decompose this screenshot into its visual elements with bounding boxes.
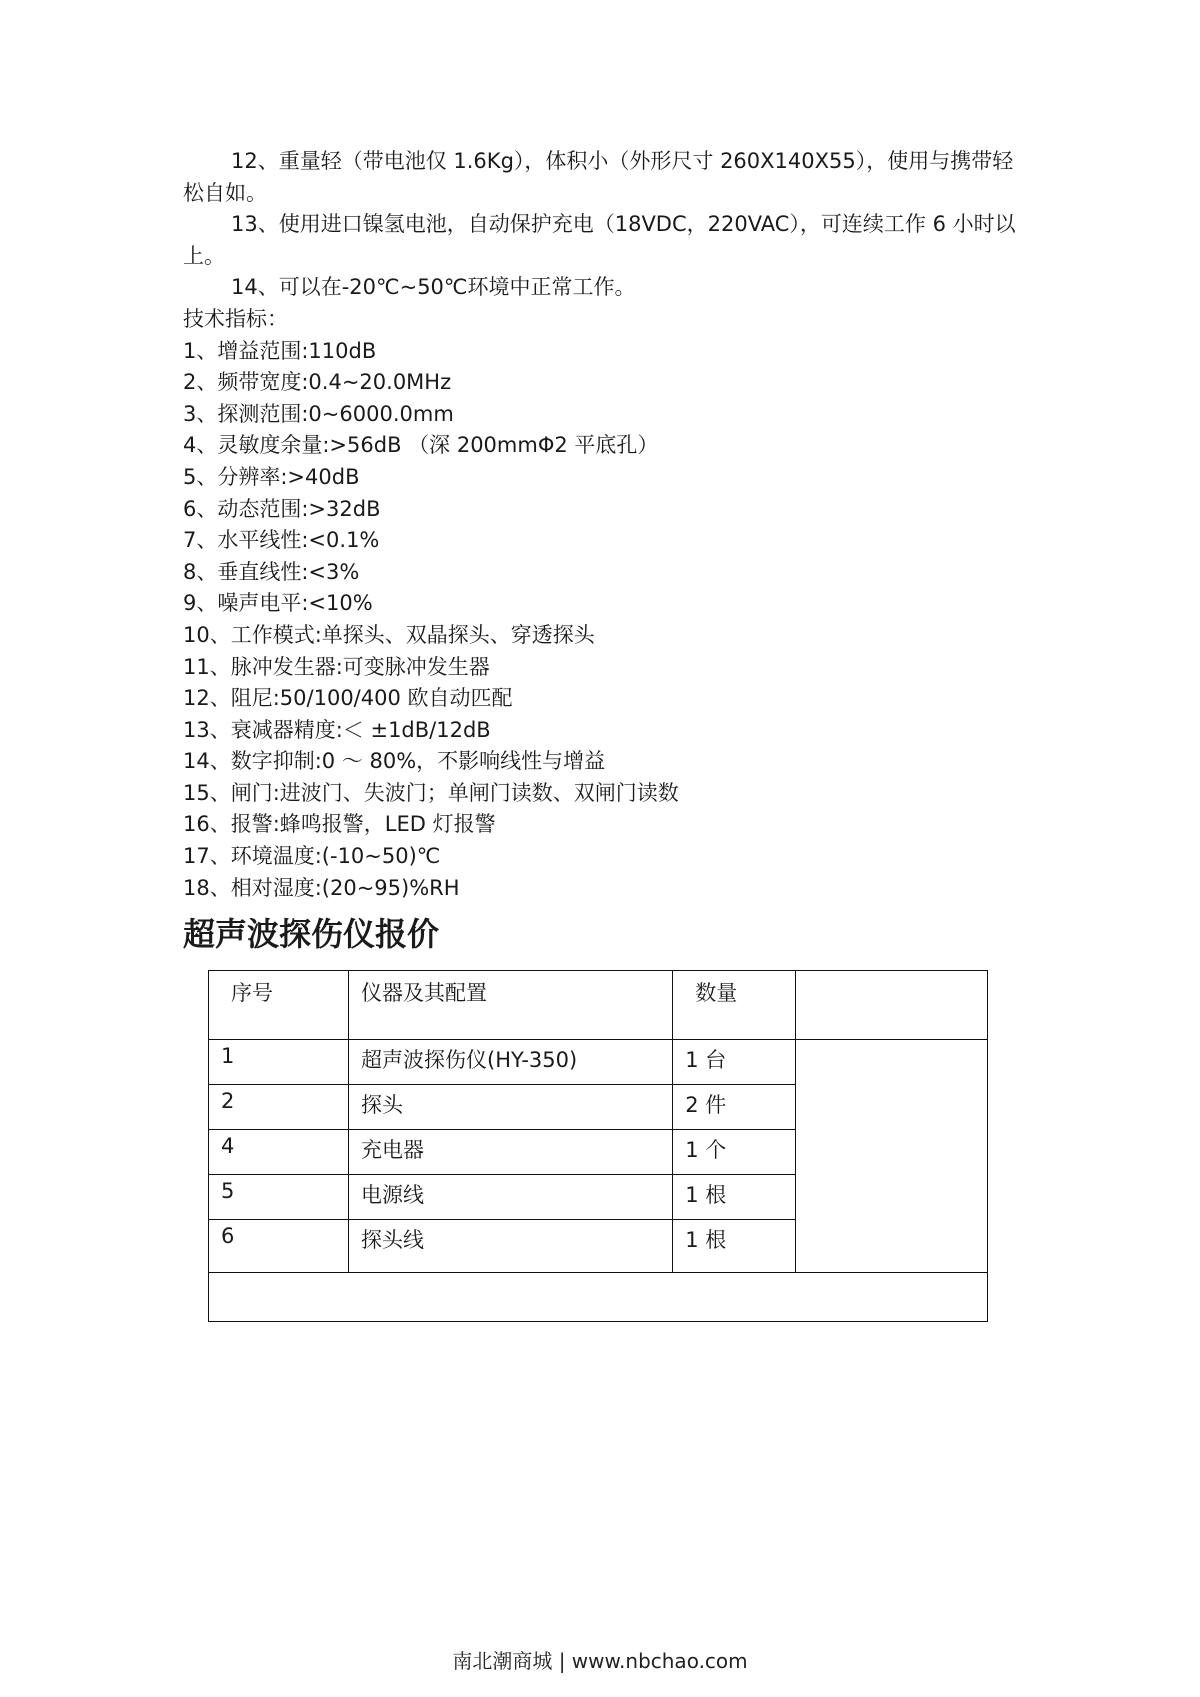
page-footer: 南北潮商城 | www.nbchao.com [452, 1649, 748, 1673]
table-header-row [209, 971, 988, 1040]
body-text [183, 146, 1028, 904]
feature-12: 12、重量轻（带电池仅 1.6Kg），体积小（外形尺寸 260X140X55），使用与携带轻松自如。 [183, 149, 1014, 205]
spec-item: 12、阻尼:50/100/400 欧自动匹配 [183, 686, 513, 711]
cell-qty: 1 根 [673, 1220, 796, 1273]
spec-item: 14、数字抑制:0 ～ 80%，不影响线性与增益 [183, 749, 606, 774]
spec-item: 11、脉冲发生器:可变脉冲发生器 [183, 654, 490, 679]
cell-qty: 1 台 [673, 1040, 796, 1085]
section-title: 超声波探伤仪报价 [183, 915, 440, 953]
spec-item: 5、分辨率:>40dB [183, 464, 360, 489]
cell-qty: 1 个 [673, 1130, 796, 1175]
spec-item: 3、探测范围:0~6000.0mm [183, 401, 454, 426]
cell-item: 超声波探伤仪(HY-350) [349, 1040, 673, 1085]
cell-no: 2 [209, 1085, 349, 1130]
cell-item: 探头线 [349, 1220, 673, 1273]
header-extra [795, 971, 987, 1040]
spec-item: 6、动态范围:>32dB [183, 496, 381, 521]
spec-item: 17、环境温度:(-10~50)℃ [183, 844, 441, 869]
cell-footer [209, 1273, 988, 1322]
cell-qty: 2 件 [673, 1085, 796, 1130]
cell-item: 电源线 [349, 1175, 673, 1220]
spec-item: 8、垂直线性:<3% [183, 559, 360, 584]
spec-item: 15、闸门:进波门、失波门；单闸门读数、双闸门读数 [183, 780, 679, 805]
header-item: 仪器及其配置 [349, 971, 673, 1040]
spec-item: 9、噪声电平:<10% [183, 591, 373, 616]
spec-item: 7、水平线性:<0.1% [183, 528, 380, 553]
cell-merged-price [795, 1040, 987, 1273]
cell-no: 5 [209, 1175, 349, 1220]
feature-14: 14、可以在-20℃~50℃环境中正常工作。 [231, 275, 636, 300]
spec-item: 10、工作模式:单探头、双晶探头、穿透探头 [183, 622, 595, 647]
spec-item: 18、相对湿度:(20~95)%RH [183, 875, 460, 900]
cell-item: 探头 [349, 1085, 673, 1130]
cell-no: 1 [209, 1040, 349, 1085]
cell-item: 充电器 [349, 1130, 673, 1175]
spec-item: 4、灵敏度余量:>56dB （深 200mmΦ2 平底孔） [183, 433, 659, 458]
table-row [209, 1040, 988, 1085]
specs-heading: 技术指标： [183, 306, 288, 331]
header-qty: 数量 [673, 971, 796, 1040]
table-footer-row [209, 1273, 988, 1322]
quote-table [208, 970, 988, 1322]
spec-item: 16、报警:蜂鸣报警，LED 灯报警 [183, 812, 496, 837]
feature-13: 13、使用进口镍氢电池，自动保护充电（18VDC，220VAC），可连续工作 6 小时以上。 [183, 212, 1016, 268]
spec-item: 1、增益范围:110dB [183, 338, 377, 363]
cell-qty: 1 根 [673, 1175, 796, 1220]
cell-no: 4 [209, 1130, 349, 1175]
header-no: 序号 [209, 971, 349, 1040]
spec-item: 13、衰减器精度:＜ ±1dB/12dB [183, 717, 491, 742]
cell-no: 6 [209, 1220, 349, 1273]
spec-item: 2、频带宽度:0.4~20.0MHz [183, 370, 452, 395]
